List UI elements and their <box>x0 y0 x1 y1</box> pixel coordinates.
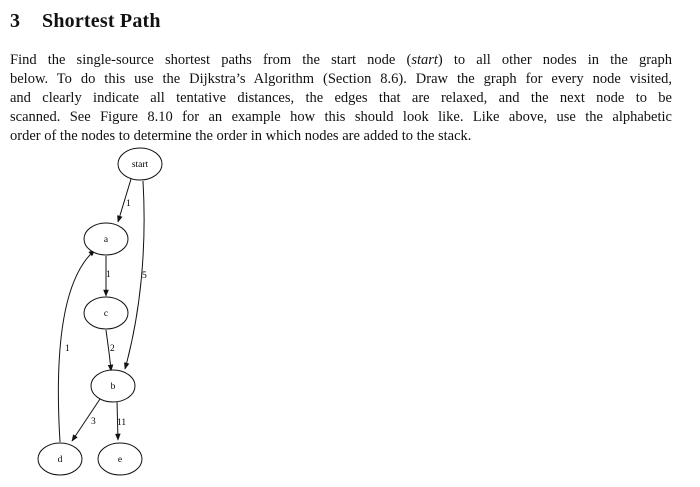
node-label-e: e <box>117 455 123 465</box>
node-b <box>91 370 135 402</box>
node-start <box>118 148 162 180</box>
edge-label-start-b: 5 <box>142 271 147 281</box>
node-label-start: start <box>131 160 149 170</box>
paragraph-line: below. To do this use the Dijkstra’s Algorithm (Section 8.6). Draw the graph for every node visited, <box>10 71 672 87</box>
paragraph-line: order of the nodes to determine the order in which nodes are added to the stack. <box>10 128 472 144</box>
paragraph-line: scanned. See Figure 8.10 for an example how this should look like. Like above, use the alphabetic <box>10 109 672 125</box>
edge-d-a <box>58 250 95 442</box>
node-c <box>84 297 128 329</box>
edge-label-d-a: 1 <box>65 344 70 354</box>
edge-label-b-d: 3 <box>91 417 96 427</box>
paragraph-emphasis: start <box>411 52 438 68</box>
paragraph-text: Find the single-source shortest paths from the start node ( <box>10 52 412 68</box>
edge-label-a-c: 1 <box>106 270 111 280</box>
node-e <box>98 443 142 475</box>
edge-label-start-a: 1 <box>126 199 131 209</box>
node-label-d: d <box>57 455 63 465</box>
edge-b-d <box>72 399 100 441</box>
node-label-c: c <box>103 309 109 319</box>
edge-label-b-e: 11 <box>117 418 127 428</box>
paragraph-text: ) to all other nodes in the graph <box>437 52 672 68</box>
node-a <box>84 223 128 255</box>
node-label-a: a <box>103 235 109 245</box>
paragraph-line: and clearly indicate all tentative distances, the edges that are relaxed, and the next node to be <box>10 90 672 106</box>
edge-label-c-b: 2 <box>110 344 115 354</box>
section-number: 3 <box>10 10 21 32</box>
node-d <box>38 443 82 475</box>
section-title: Shortest Path <box>42 10 161 32</box>
node-label-b: b <box>110 382 116 392</box>
